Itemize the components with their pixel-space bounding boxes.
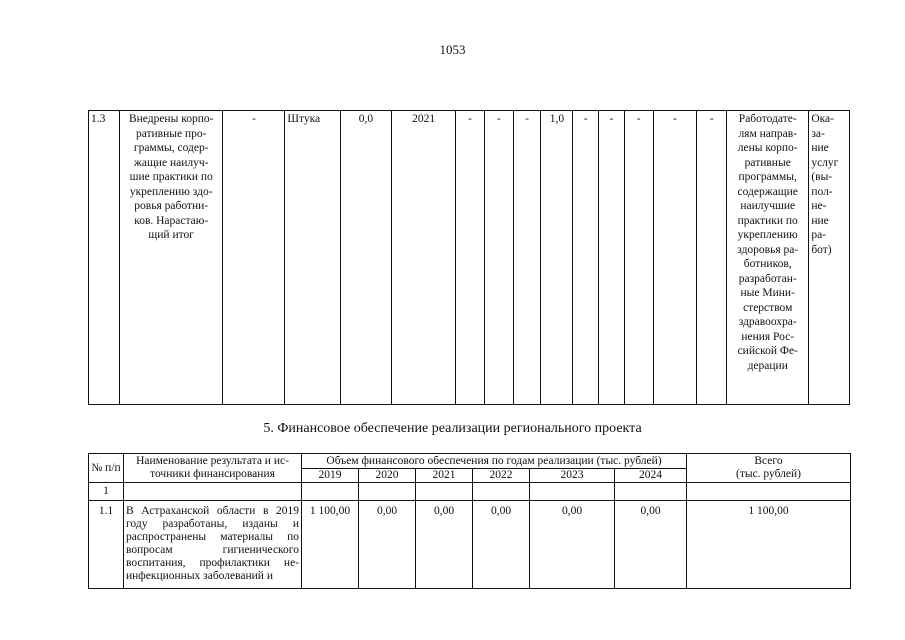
empty-cell (530, 483, 615, 501)
cell-dash: - (573, 111, 599, 405)
cell-dash: - (697, 111, 727, 405)
header-total: Всего (тыс. рублей) (687, 454, 851, 483)
value-cell: 0,00 (359, 501, 416, 589)
financing-table (88, 453, 851, 589)
empty-cell (416, 483, 473, 501)
row-number: 1.3 (89, 111, 120, 405)
empty-cell (615, 483, 687, 501)
table-header-row (89, 454, 851, 469)
row-number: 1.1 (89, 501, 124, 589)
result-name: Внедрены корпо- ративные про- граммы, содер- жащие наилуч- шие практики по укреплению здо- ровья работни- ков. Нарастаю- щий итог (119, 111, 223, 405)
header-year: 2020 (359, 469, 416, 483)
header-year: 2023 (530, 469, 615, 483)
indicators-table (88, 110, 850, 405)
cell-dash: - (484, 111, 513, 405)
result-name: В Астраханской области в 2019 году разработаны, изданы и распространены материалы по вопросам гигиенического воспитания, профилактики не-инфекционных заболеваний и (124, 501, 302, 589)
table-row (89, 483, 851, 501)
table-row (89, 111, 850, 405)
cell-dash: - (223, 111, 285, 405)
result-type: Ока- за- ние услуг (вы- пол- не- ние ра- бот) (809, 111, 850, 405)
cell-dash: - (513, 111, 541, 405)
result-description: Работодате- лям направ- лены корпо- ративные программы, содержащие наилучшие практики по укреплению здоровья ра- ботников, разработан- ные Мини- стерством здравоохра- нения Рос- сийской Фе- дерации (727, 111, 809, 405)
header-name: Наименование результата и ис- точники финансирования (124, 454, 302, 483)
value-cell: 0,00 (473, 501, 530, 589)
cell-dash: - (456, 111, 485, 405)
header-number: № п/п (89, 454, 124, 483)
section-title: 5. Финансовое обеспечение реализации регионального проекта (263, 421, 642, 436)
base-year-cell: 2021 (392, 111, 456, 405)
cell-dash: - (624, 111, 653, 405)
value-cell: 1 100,00 (302, 501, 359, 589)
empty-cell (124, 483, 302, 501)
row-number: 1 (89, 483, 124, 501)
target-value-cell: 1,0 (541, 111, 573, 405)
base-value-cell: 0,0 (340, 111, 391, 405)
header-year: 2024 (615, 469, 687, 483)
header-year: 2019 (302, 469, 359, 483)
cell-dash: - (653, 111, 697, 405)
header-volume: Объем финансового обеспечения по годам реализации (тыс. рублей) (302, 454, 687, 469)
table-row (89, 501, 851, 589)
value-cell: 0,00 (416, 501, 473, 589)
empty-cell (687, 483, 851, 501)
header-year: 2021 (416, 469, 473, 483)
value-cell: 0,00 (615, 501, 687, 589)
page-number: 1053 (439, 42, 466, 57)
empty-cell (359, 483, 416, 501)
total-cell: 1 100,00 (687, 501, 851, 589)
value-cell: 0,00 (530, 501, 615, 589)
empty-cell (473, 483, 530, 501)
empty-cell (302, 483, 359, 501)
unit-cell: Штука (285, 111, 341, 405)
cell-dash: - (599, 111, 625, 405)
header-year: 2022 (473, 469, 530, 483)
